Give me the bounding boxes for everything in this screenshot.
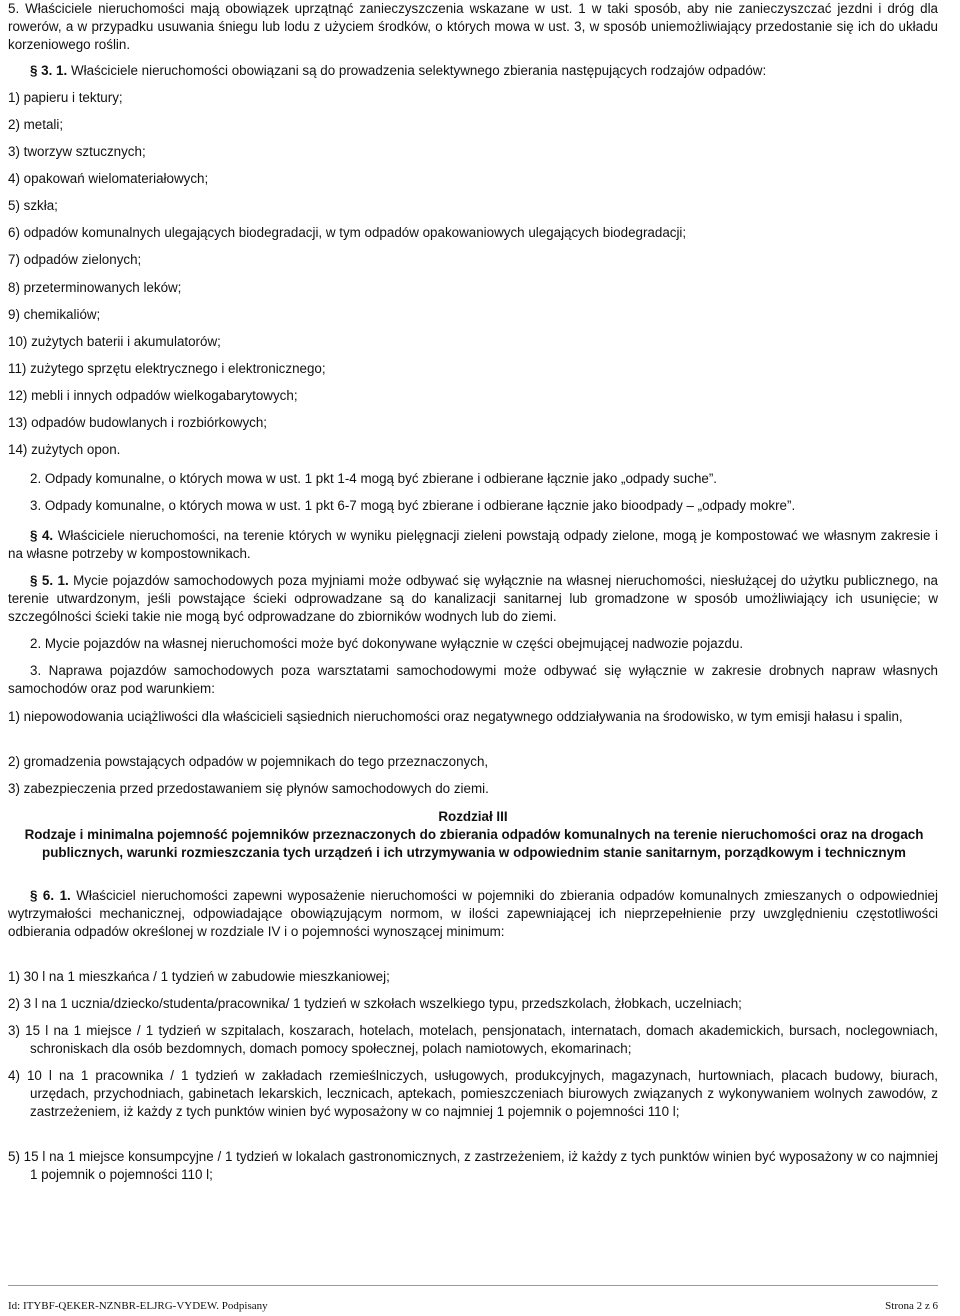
list-item: 1) papieru i tektury; [8,90,123,105]
list-item: 10) zużytych baterii i akumulatorów; [8,334,221,349]
section-4-mark: § 4. [30,528,54,543]
section-3-intro-text: Właściciele nieruchomości obowiązani są do prowadzenia selektywnego zbierania następujących rodzajów odpadów: [67,63,767,78]
chapter-title: Rodzaje i minimalna pojemność pojemników przeznaczonych do zbierania odpadów komunalnych na terenie nieruchomości oraz na drogach publicznych, warunki rozmieszczania tych urządzeń i ich utrzymywania w odpowiednim stanie sanitarnym, porządkowym i technicznym [24,827,924,860]
section-3-ust-2: 2. Odpady komunalne, o których mowa w ust. 1 pkt 1-4 mogą być zbierane i odbierane łącznie jako „odpady suche”. [30,471,718,486]
list-item: 1) 30 l na 1 mieszkańca / 1 tydzień w zabudowie mieszkaniowej; [8,969,390,984]
page-number: Strona 2 z 6 [885,1300,938,1312]
list-item: 2) 3 l na 1 ucznia/dziecko/studenta/pracownika/ 1 tydzień w szkołach wszelkiego typu, przedszkolach, żłobkach, uczelniach; [8,996,742,1011]
list-item: 7) odpadów zielonych; [8,252,142,267]
list-item: 3) zabezpieczenia przed przedostawaniem się płynów samochodowych do ziemi. [8,781,489,796]
list-item: 3) 15 l na 1 miejsce / 1 tydzień w szpitalach, koszarach, hotelach, motelach, pensjonatach, internatach, domach akademickich, bursach, noclegowniach, schroniskach dla osób bezdomnych, domach pomocy społecznej, polach namiotowych, ekomarinach; [8,1023,938,1056]
section-4-text: Właściciele nieruchomości, na terenie których w wyniku pielęgnacji zieleni powstają odpady zielone, mogą je kompostować we własnym zakresie i na własne potrzeby w kompostownikach. [8,528,938,561]
list-item: 11) zużytego sprzętu elektrycznego i elektronicznego; [8,361,326,376]
list-item: 2) gromadzenia powstających odpadów w pojemnikach do tego przeznaczonych, [8,754,489,769]
list-item: 3) tworzyw sztucznych; [8,144,146,159]
section-3-ust-3: 3. Odpady komunalne, o których mowa w ust. 1 pkt 6-7 mogą być zbierane i odbierane łącznie jako bioodpady – „odpady mokre”. [30,498,796,513]
paragraph-5: 5. Właściciele nieruchomości mają obowiązek uprzątnąć zanieczyszczenia wskazane w ust. 1 w taki sposób, aby nie zanieczyszczać jezdni i dróg dla rowerów, a w przypadku usuwania śniegu lub lodu z użyciem środków, o których mowa w ust. 3, w sposób uniemożliwiający przedostanie się ich do układu korzeniowego roślin. [8,1,938,52]
section-6-intro [8,887,938,941]
section-5-ust-3: 3. Naprawa pojazdów samochodowych poza warsztatami samochodowymi może odbywać się wyłącznie w zakresie drobnych napraw własnych samochodów oraz pod warunkiem: [8,663,938,696]
list-item: 9) chemikaliów; [8,307,101,322]
section-3-intro [8,62,938,80]
list-item: 2) metali; [8,117,64,132]
list-item: 12) mebli i innych odpadów wielkogabarytowych; [8,388,298,403]
list-item: 4) 10 l na 1 pracownika / 1 tydzień w zakładach rzemieślniczych, usługowych, produkcyjnych, magazynach, hurtowniach, placach budowy, biurach, urzędach, przychodniach, gabinetach lekarskich, lecznicach, aptekach, pomieszczeniach biurowych związanych z wykonywaniem wolnych zawodów, z zastrzeżeniem, iż każdy z tych punktów winien być wyposażony w co najmniej 1 pojemnik o pojemności 110 l; [8,1068,938,1119]
section-4 [8,527,938,563]
section-5-mark: § 5. 1. [30,573,69,588]
section-6-mark: § 6. 1. [30,888,71,903]
list-item: 5) szkła; [8,198,58,213]
list-item: 6) odpadów komunalnych ulegających biodegradacji, w tym odpadów opakowaniowych ulegających biodegradacji; [8,225,687,240]
section-5-ust-1 [8,572,938,626]
list-item: 13) odpadów budowlanych i rozbiórkowych; [8,415,268,430]
list-item: 14) zużytych opon. [8,442,121,457]
list-item: 8) przeterminowanych leków; [8,280,182,295]
document-id: Id: ITYBF-QEKER-NZNBR-ELJRG-VYDEW. Podpisany [8,1300,268,1312]
section-6-intro-text: Właściciel nieruchomości zapewni wyposażenie nieruchomości w pojemniki do zbierania odpadów komunalnych zmieszanych o odpowiedniej wytrzymałości mechanicznej, odpowiadające obowiązującym normom, w ilości zapewniającej ich nieprzepełnienie przy uwzględnieniu częstotliwości odbierania odpadów określonej w rozdziale IV i o pojemności wynoszącej minimum: [8,888,938,939]
section-5-text: Mycie pojazdów samochodowych poza myjniami może odbywać się wyłącznie na własnej nieruchomości, niesłużącej do użytku publicznego, na terenie utwardzonym, jeśli powstające ścieki odprowadzane są do kanalizacji sanitarnej lub gromadzone w sposób umożliwiający ich usunięcie; w szczególności ścieki takie nie mogą być odprowadzane do zbiorników wodnych lub do ziemi. [8,573,938,624]
chapter-number: Rozdział III [438,809,508,824]
list-item: 4) opakowań wielomateriałowych; [8,171,209,186]
section-3-mark: § 3. 1. [30,63,68,78]
list-item: 1) niepowodowania uciążliwości dla właścicieli sąsiednich nieruchomości oraz negatywnego oddziaływania na środowisko, w tym emisji hałasu i spalin, [8,709,903,724]
footer-divider [8,1285,938,1286]
section-5-ust-2: 2. Mycie pojazdów na własnej nieruchomości może być dokonywane wyłącznie w części obejmującej nadwozie pojazdu. [30,636,744,651]
list-item: 5) 15 l na 1 miejsce konsumpcyjne / 1 tydzień w lokalach gastronomicznych, z zastrzeżeniem, iż każdy z tych punktów winien być wyposażony w co najmniej 1 pojemnik o pojemności 110 l; [8,1149,938,1182]
